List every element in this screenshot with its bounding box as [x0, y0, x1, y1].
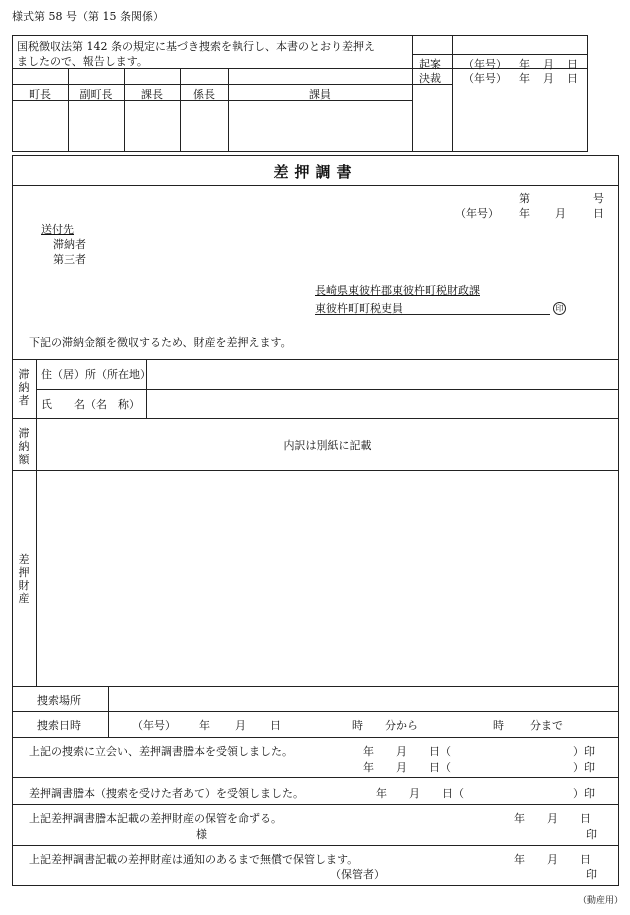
- role-subsection-chief: 係長: [193, 88, 215, 101]
- name-label: 氏 名（名 称）: [41, 398, 140, 411]
- draft-day: 日: [567, 58, 578, 71]
- decision-month: 月: [543, 72, 554, 85]
- search-minute-from: 分から: [385, 719, 418, 732]
- draft-era: （年号）: [463, 58, 507, 71]
- search-datetime-label: 捜索日時: [37, 719, 81, 732]
- ack2-date: 年 月 日（: [376, 787, 464, 800]
- ack4-seal: 印: [586, 868, 597, 881]
- search-year: 年: [199, 719, 210, 732]
- ack3-date: 年 月 日: [514, 812, 591, 825]
- report-text-line2: ましたので、報告します。: [17, 55, 148, 68]
- doc-date-day: 日: [593, 207, 604, 220]
- ack2-seal: ）印: [573, 787, 595, 800]
- search-minute-to: 分まで: [530, 719, 563, 732]
- draft-year: 年: [519, 58, 530, 71]
- seizure-statement: 下記の滞納金額を徴収するため、財産を差押えます。: [29, 336, 292, 349]
- search-hour-to: 時: [493, 719, 504, 732]
- role-staff: 課員: [309, 88, 331, 101]
- address-label: 住（居）所（所在地）: [41, 368, 151, 381]
- decision-year: 年: [519, 72, 530, 85]
- search-day: 日: [270, 719, 281, 732]
- ack3-text: 上記差押調書謄本記載の差押財産の保管を命ずる。: [29, 812, 282, 825]
- officer-seal-mark: 印: [553, 302, 566, 315]
- issuing-officer: 東彼杵町町税吏員: [315, 302, 403, 315]
- ack4-text: 上記差押調書記載の差押財産は通知のあるまで無償で保管します。: [29, 853, 359, 866]
- draft-month: 月: [543, 58, 554, 71]
- delinquent-side-label: 滞納者: [18, 368, 30, 407]
- amount-note: 内訳は別紙に記載: [283, 439, 372, 452]
- ack1-seal-a: ）印: [573, 745, 595, 758]
- search-month: 月: [235, 719, 246, 732]
- amount-side-label: 滞納額: [18, 427, 30, 466]
- ack2-text: 差押調書謄本（捜索を受けた者あて）を受領しました。: [29, 787, 304, 800]
- recipient-third-party: 第三者: [53, 253, 86, 266]
- doc-date-era: （年号）: [455, 207, 499, 220]
- document-title: 差押調書: [273, 163, 358, 181]
- doc-number-prefix: 第: [519, 192, 530, 205]
- form-usage-footer: （動産用）: [578, 896, 624, 906]
- ack4-date: 年 月 日: [514, 853, 591, 866]
- role-mayor: 町長: [29, 88, 51, 101]
- ack1-text: 上記の捜索に立会い、差押調書謄本を受領しました。: [29, 745, 293, 758]
- property-side-label: 差押財産: [18, 553, 30, 605]
- role-deputy-mayor: 副町長: [79, 88, 113, 101]
- recipient-delinquent: 滞納者: [53, 238, 86, 251]
- decision-era: （年号）: [463, 72, 507, 85]
- ack3-seal: 印: [586, 828, 597, 841]
- doc-number-suffix: 号: [593, 192, 604, 205]
- search-hour-from: 時: [352, 719, 363, 732]
- decision-label: 決裁: [419, 72, 441, 85]
- ack1-date-a: 年 月 日（: [363, 745, 451, 758]
- search-place-label: 捜索場所: [37, 694, 81, 707]
- ack4-keeper: （保管者）: [330, 868, 385, 881]
- role-section-chief: 課長: [141, 88, 163, 101]
- report-text-line1: 国税徴収法第 142 条の規定に基づき捜索を執行し、本書のとおり差押え: [17, 40, 375, 53]
- form-number: 様式第 58 号（第 15 条関係）: [12, 10, 164, 23]
- ack3-sama: 様: [196, 828, 207, 841]
- doc-date-year: 年: [519, 207, 530, 220]
- doc-date-month: 月: [555, 207, 566, 220]
- issuing-office: 長崎県東彼杵郡東彼杵町税財政課: [315, 284, 480, 297]
- decision-day: 日: [567, 72, 578, 85]
- search-era: （年号）: [132, 719, 176, 732]
- draft-label: 起案: [419, 58, 441, 71]
- ack1-seal-b: ）印: [573, 761, 595, 774]
- send-to-label: 送付先: [41, 223, 74, 236]
- ack1-date-b: 年 月 日（: [363, 761, 451, 774]
